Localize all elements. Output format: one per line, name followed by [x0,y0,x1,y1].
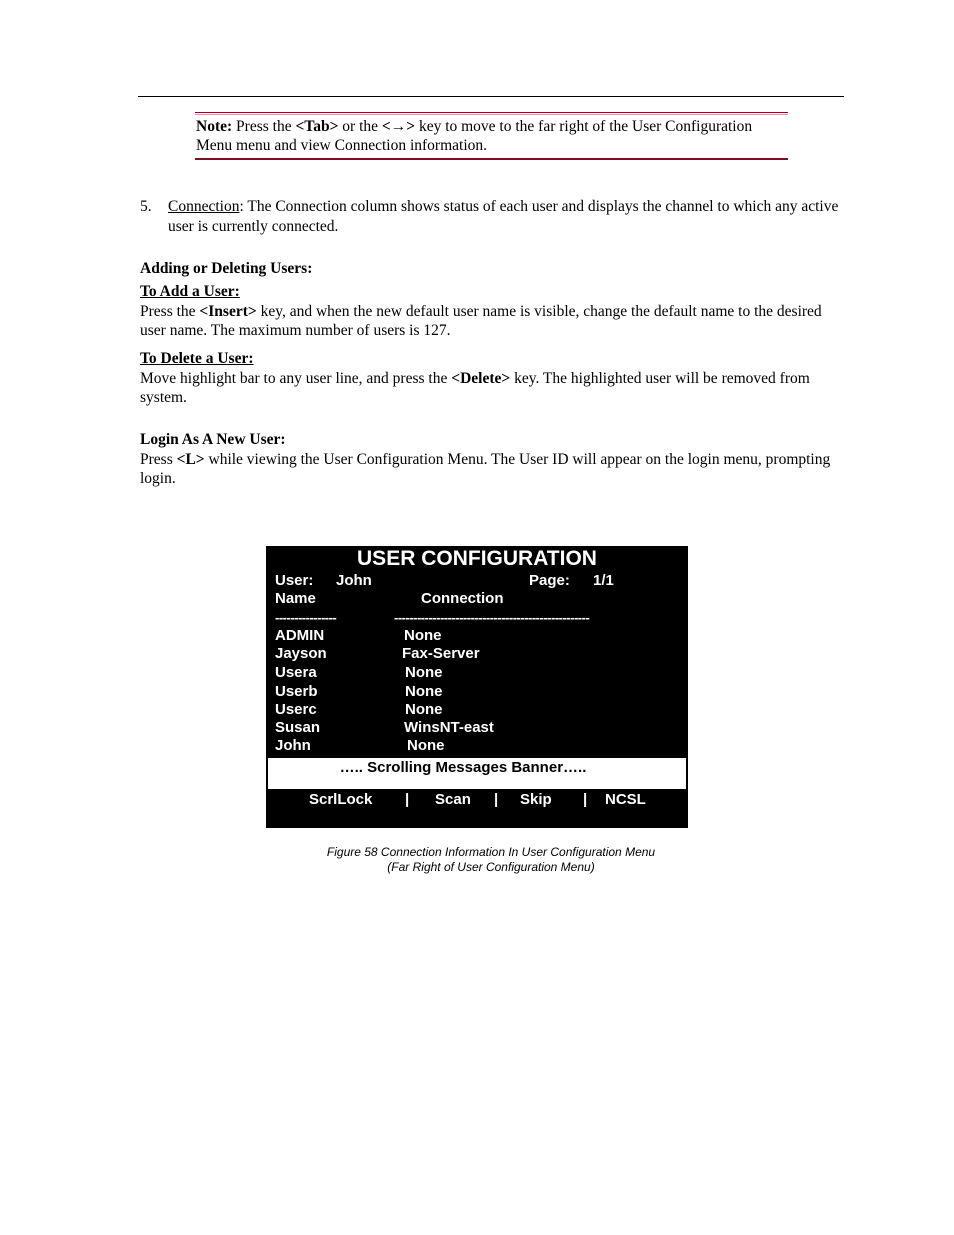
user-connection-usera: None [405,664,443,681]
user-label: User: [275,572,314,589]
note-box [195,112,788,160]
user-connection-admin: None [404,627,442,644]
user-name-jayson[interactable]: Jayson [275,645,327,662]
note-text [195,113,788,158]
name-column-header: Name [275,590,316,607]
figure-caption-line-2: (Far Right of User Configuration Menu) [387,860,595,874]
add-user-text: key, and when the new default user name is visible, change the default name to the desired user name. The maximum number of users is 127. [140,302,822,339]
adding-deleting-heading [140,259,840,279]
page-label: Page: [529,572,570,589]
login-heading: Login As A New User: [140,431,286,448]
fkey-separator: | [583,791,588,808]
user-name-admin[interactable]: ADMIN [275,627,325,644]
login-section [140,430,840,489]
user-name-john[interactable]: John [275,737,311,754]
figure-caption-line-1: Figure 58 Connection Information In User Configuration Menu [326,845,656,859]
user-name-userc[interactable]: Userc [275,701,317,718]
scrllock-key[interactable]: ScrlLock [309,791,373,808]
step-text: : The Connection column shows status of each user and displays the channel to which any active user is currently connected. [168,198,839,235]
delete-user-text: key. The highlighted user will be removed from system. [140,369,810,406]
scrolling-messages-banner [267,757,687,790]
user-connection-userc: None [405,701,443,718]
delete-user-text: Move highlight bar to any user line, and press the [140,369,452,387]
name-divider: ---------------- [275,610,337,625]
note-label: Note: [196,118,233,135]
page-header-rule [138,96,844,97]
ncsl-key[interactable]: NCSL [605,791,646,808]
step-5 [140,197,840,237]
user-name-susan[interactable]: Susan [275,719,321,736]
add-user-section [140,282,840,341]
user-name-usera[interactable]: Usera [275,664,317,681]
delete-user-section [140,349,840,408]
section-heading: Adding or Deleting Users: [140,260,313,277]
login-text: Press [140,450,177,468]
delete-key: <Delete> [451,369,511,387]
connection-term: Connection [168,198,240,215]
scan-key[interactable]: Scan [435,791,471,808]
connection-divider: --------------------------------------------------- [394,610,590,625]
insert-key: <Insert> [199,302,257,320]
connection-column-header: Connection [421,590,504,607]
note-bottom-border [195,158,788,160]
delete-user-heading: To Delete a User: [140,350,254,367]
note-text-part: Press the [232,118,296,135]
add-user-heading: To Add a User: [140,283,240,300]
user-connection-john: None [407,737,445,754]
user-connection-userb: None [405,683,443,700]
page-value: 1/1 [593,572,614,589]
user-connection-jayson: Fax-Server [402,645,480,662]
right-arrow-key: <→> [381,118,416,135]
login-text: while viewing the User Configuration Menu. The User ID will appear on the login menu, prompting login. [140,450,831,487]
add-user-text: Press the [140,302,200,320]
user-connection-susan: WinsNT-east [404,719,494,736]
step-number: 5. [140,198,152,215]
user-name-userb[interactable]: Userb [275,683,318,700]
user-configuration-screen [266,546,688,828]
banner-text: ….. Scrolling Messages Banner….. [339,759,587,776]
fkey-separator: | [494,791,499,808]
l-key: <L> [176,450,205,468]
tab-key: <Tab> [295,118,339,135]
skip-key[interactable]: Skip [520,791,552,808]
user-value: John [336,572,372,589]
note-text-part: key to move to the far right of the User Configuration Menu menu and view Connection information. [196,118,753,154]
note-text-part: or the [338,118,382,135]
fkey-separator: | [405,791,410,808]
screen-title: USER CONFIGURATION [357,547,597,570]
